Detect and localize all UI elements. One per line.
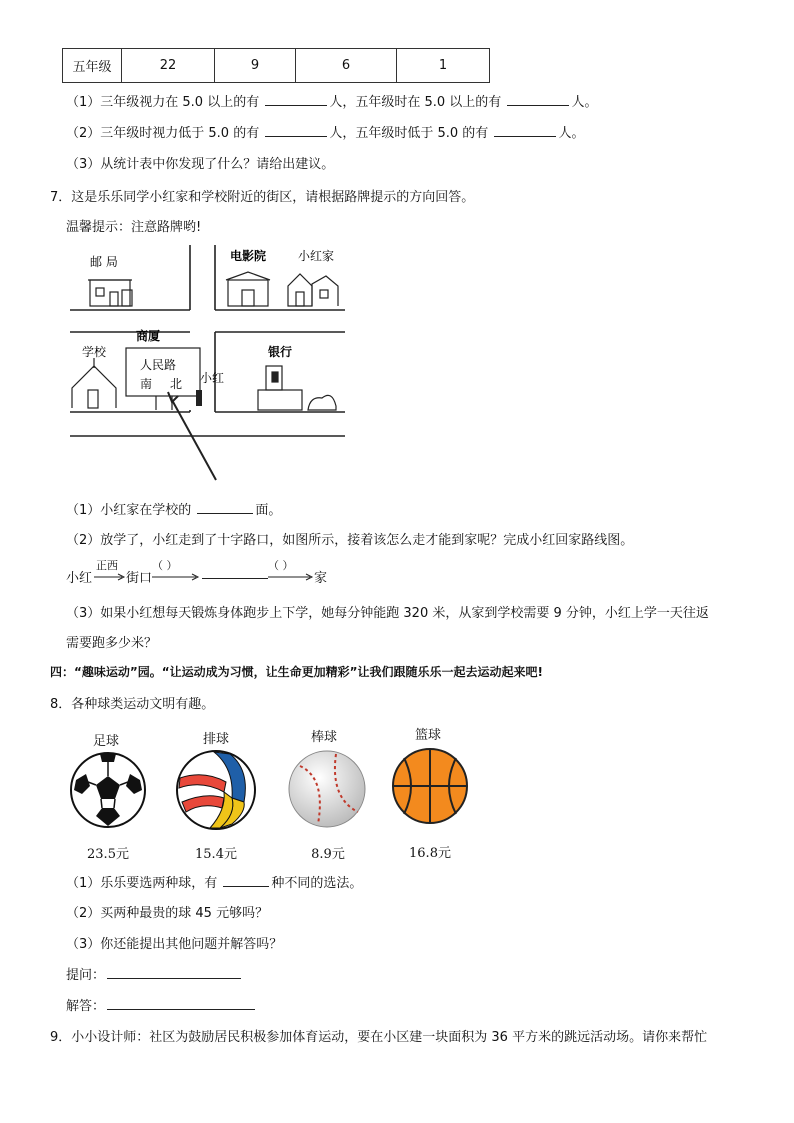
soccer-ball-icon bbox=[68, 750, 148, 830]
q8-ask: 提问： bbox=[66, 964, 243, 983]
answer-blank[interactable] bbox=[265, 122, 327, 137]
map-label-xiaohong-home: 小红家 bbox=[298, 249, 335, 263]
q7-sub3-line1: （3）如果小红想每天锻炼身体跑步上下学，她每分钟能跑 320 米，从家到学校需要 9 分钟，小红上学一天往返 bbox=[66, 606, 709, 621]
vision-stats-table bbox=[62, 48, 490, 83]
q7-title: 7．这是乐乐同学小红家和学校附近的街区，请根据路牌提示的方向回答。 bbox=[50, 190, 475, 205]
q6-sub1: （1）三年级视力在 5.0 以上的有 人，五年级时在 5.0 以上的有 人。 bbox=[66, 91, 597, 110]
q8-sub1: （1）乐乐要选两种球，有 种不同的选法。 bbox=[66, 872, 362, 891]
map-label-xiaohong: 小红 bbox=[200, 371, 225, 385]
map-label-mall: 商厦 bbox=[136, 329, 161, 343]
arrow-right-icon bbox=[94, 573, 126, 581]
q8-sub2: （2）买两种最贵的球 45 元够吗？ bbox=[66, 906, 269, 921]
ball-name: 排球 bbox=[202, 732, 229, 747]
house-icon bbox=[288, 274, 338, 306]
q6-sub2: （2）三年级时视力低于 5.0 的有 人，五年级时低于 5.0 的有 人。 bbox=[66, 122, 584, 141]
baseball-icon bbox=[286, 748, 368, 830]
route-paren1[interactable]: （ ） bbox=[152, 559, 178, 572]
q9-text: 9．小小设计师：社区为鼓励居民积极参加体育运动，要在小区建一块面积为 36 平方米的跳远活动场。请你来帮忙 bbox=[50, 1030, 708, 1045]
post-office-icon bbox=[88, 280, 132, 306]
q8-title: 8．各种球类运动文明有趣。 bbox=[50, 697, 215, 712]
table-cell: 22 bbox=[122, 49, 215, 83]
ball-price: 8.9元 bbox=[311, 847, 345, 862]
map-label-cinema: 电影院 bbox=[230, 249, 267, 263]
q7-sub2: （2）放学了，小红走到了十字路口，如图所示，接着该怎么走才能到家呢？完成小红回家路线图。 bbox=[66, 533, 634, 548]
map-label-post-office: 邮 局 bbox=[90, 255, 118, 269]
answer-blank[interactable] bbox=[202, 564, 268, 579]
ball-price: 15.4元 bbox=[195, 847, 237, 862]
table-cell: 9 bbox=[215, 49, 296, 83]
ball-name: 棒球 bbox=[310, 730, 337, 745]
map-label-bank: 银行 bbox=[268, 345, 293, 359]
q8-sub3: （3）你还能提出其他问题并解答吗？ bbox=[66, 937, 283, 952]
answer-blank[interactable] bbox=[223, 872, 269, 887]
ball-name: 足球 bbox=[92, 734, 119, 749]
basketball-icon bbox=[390, 746, 470, 826]
q7-tip: 温馨提示：注意路牌哟! bbox=[66, 220, 202, 235]
bank-icon bbox=[258, 366, 336, 410]
cinema-icon bbox=[226, 272, 270, 306]
answer-blank[interactable] bbox=[197, 499, 253, 514]
q7-sub1: （1）小红家在学校的 面。 bbox=[66, 499, 281, 518]
table-row bbox=[63, 49, 490, 83]
answer-blank[interactable] bbox=[507, 91, 569, 106]
answer-blank[interactable] bbox=[107, 964, 241, 979]
answer-blank[interactable] bbox=[107, 995, 255, 1010]
ball-price: 23.5元 bbox=[87, 847, 129, 862]
route-dir1: 正西 bbox=[96, 559, 118, 572]
xiaohong-figure-icon bbox=[196, 390, 202, 406]
sign-north: 北 bbox=[170, 377, 183, 391]
school-icon bbox=[72, 358, 116, 408]
street-map bbox=[60, 240, 360, 490]
q6-sub3: （3）从统计表中你发现了什么？请给出建议。 bbox=[66, 157, 335, 172]
q8-answer: 解答： bbox=[66, 995, 257, 1014]
arrow-right-icon bbox=[268, 573, 314, 581]
table-cell: 五年级 bbox=[63, 49, 122, 83]
arrow-right-icon bbox=[152, 573, 200, 581]
answer-blank[interactable] bbox=[494, 122, 556, 137]
table-cell: 1 bbox=[397, 49, 490, 83]
volleyball-icon bbox=[174, 748, 258, 832]
sign-road-name: 人民路 bbox=[140, 358, 177, 372]
sign-south: 南 bbox=[140, 377, 153, 391]
route-mid: 街口 bbox=[126, 571, 153, 586]
route-paren2[interactable]: （ ） bbox=[268, 559, 294, 572]
route-end: 家 bbox=[314, 571, 328, 586]
table-cell: 6 bbox=[296, 49, 397, 83]
route-start: 小红 bbox=[66, 571, 93, 586]
ball-name: 篮球 bbox=[414, 728, 441, 743]
q7-sub3-line2: 需要跑多少米？ bbox=[66, 636, 158, 651]
section-4-heading: 四：“趣味运动”园。“让运动成为习惯，让生命更加精彩”让我们跟随乐乐一起去运动起来吧! bbox=[50, 665, 544, 679]
answer-blank[interactable] bbox=[265, 91, 327, 106]
ball-price: 16.8元 bbox=[409, 846, 451, 861]
map-label-school: 学校 bbox=[82, 345, 107, 359]
